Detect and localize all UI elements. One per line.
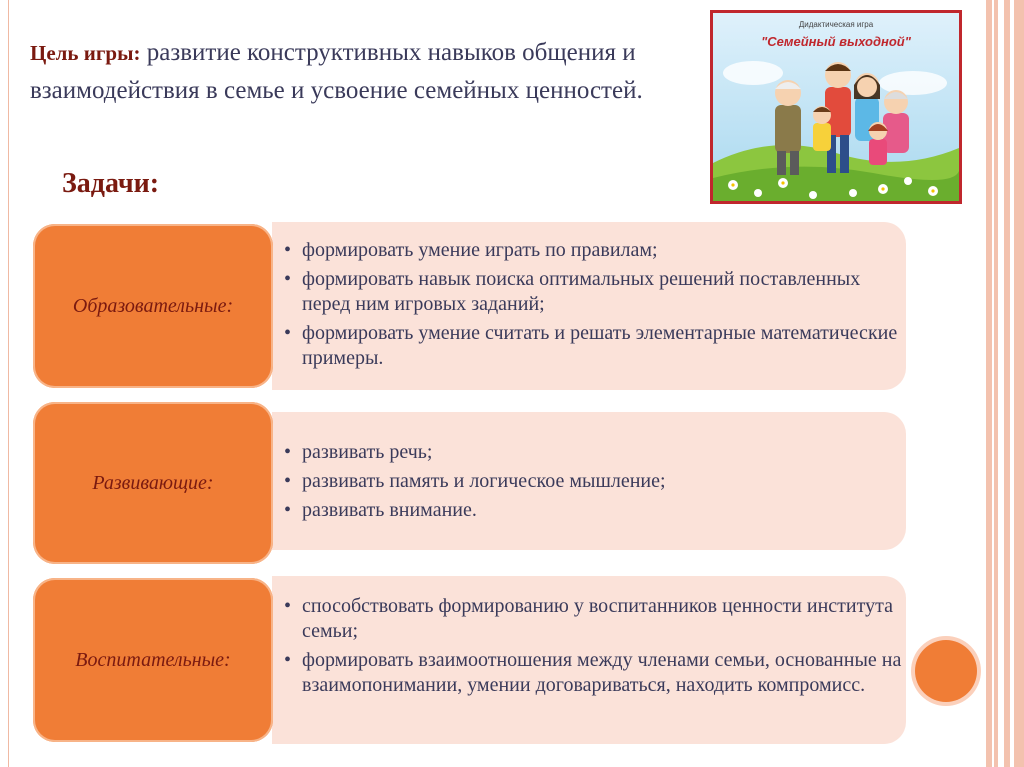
section-content [272, 222, 906, 390]
goal-label: Цель игры: [30, 41, 141, 65]
category-box [33, 578, 273, 742]
task-item: • развивать внимание. [280, 498, 906, 523]
family-illustration [713, 13, 959, 201]
task-item: • развивать речь; [280, 440, 906, 465]
section-content [272, 576, 906, 744]
task-item: • формировать умение играть по правилам; [280, 238, 906, 263]
image-caption-title: "Семейный выходной" [761, 34, 911, 49]
game-cover-image [710, 10, 962, 204]
category-box [33, 224, 273, 388]
task-item: • формировать навык поиска оптимальных решений поставленных перед ним игровых заданий; [280, 267, 906, 317]
task-item: • формировать умение считать и решать элементарные математические примеры. [280, 321, 906, 371]
image-caption-top: Дидактическая игра [798, 20, 874, 29]
task-list [272, 412, 906, 523]
category-label: Воспитательные: [75, 648, 231, 671]
section-content [272, 412, 906, 550]
task-list [272, 576, 906, 698]
category-box [33, 402, 273, 564]
category-label: Образовательные: [72, 294, 234, 317]
decorative-circle [915, 640, 977, 702]
game-goal [30, 34, 700, 109]
task-item: • способствовать формированию у воспитанников ценности института семьи; [280, 594, 906, 644]
task-item: • развивать память и логическое мышление; [280, 469, 906, 494]
task-item: • формировать взаимоотношения между членами семьи, основанные на взаимопонимании, умении договариваться, находить компромисс. [280, 648, 906, 698]
task-list [272, 222, 906, 371]
goal-text: развитие конструктивных навыков общения и взаимодействия в семье и усвоение семейных ценностей. [30, 39, 643, 104]
tasks-heading: Задачи: [62, 168, 160, 199]
decorative-stripes [980, 0, 1024, 767]
category-label: Развивающие: [92, 471, 214, 494]
